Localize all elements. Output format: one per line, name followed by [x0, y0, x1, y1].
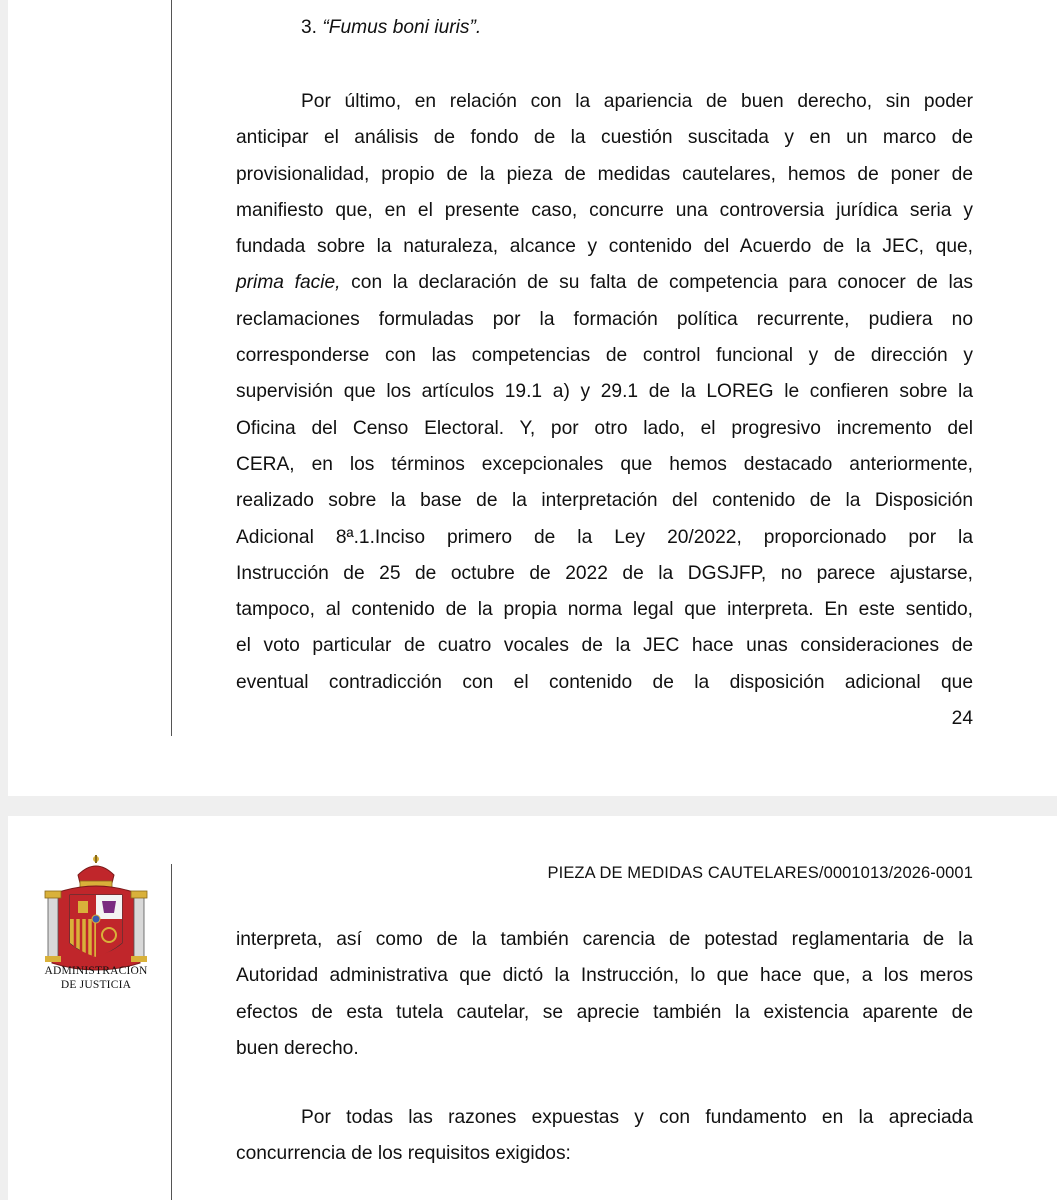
section-heading — [301, 10, 481, 46]
paragraph-line: eventual contradicción con el contenido de la disposición adicional que — [236, 671, 973, 693]
paragraph-line: interpreta, así como de la también carencia de potestad reglamentaria de la — [236, 929, 973, 950]
page-number: 24 — [951, 708, 973, 729]
paragraph-buen-derecho — [236, 84, 973, 701]
heading-title: “Fumus boni iuris”. — [322, 17, 482, 38]
margin-rule — [171, 864, 172, 1200]
paragraph-continuation — [236, 922, 973, 1067]
paragraph-line: Instrucción de 25 de octubre de 2022 de la DGSJFP, no parece ajustarse, — [236, 562, 973, 584]
margin-rule — [171, 0, 172, 736]
paragraph-conclusion — [236, 1100, 973, 1173]
paragraph-line: Por último, en relación con la apariencia de buen derecho, sin poder — [301, 91, 973, 112]
emblem-caption-line: DE JUSTICIA — [60, 979, 132, 991]
paragraph-line: CERA, en los términos excepcionales que hemos destacado anteriormente, — [236, 453, 973, 475]
paragraph-line: Adicional 8ª.1.Inciso primero de la Ley 20/2022, proporcionado por la — [236, 526, 973, 548]
case-reference: PIEZA DE MEDIDAS CAUTELARES/0001013/2026-0001 — [547, 864, 973, 882]
paragraph-line: Oficina del Censo Electoral. Y, por otro lado, el progresivo incremento del — [236, 417, 973, 439]
italic-phrase: prima facie, — [236, 272, 341, 294]
document-page-25 — [8, 816, 1057, 1200]
paragraph-line: Autoridad administrativa que dictó la Instrucción, lo que hace que, a los meros — [236, 965, 973, 987]
paragraph-line: supervisión que los artículos 19.1 a) y 29.1 de la LOREG le confieren sobre la — [236, 381, 973, 403]
paragraph-line: provisionalidad, propio de la pieza de medidas cautelares, hemos de poner de — [236, 163, 973, 185]
paragraph-line: realizado sobre la base de la interpretación del contenido de la Disposición — [236, 490, 973, 512]
paragraph-line: tampoco, al contenido de la propia norma legal que interpreta. En este sentido, — [236, 599, 973, 621]
paragraph-line: corresponderse con las competencias de control funcional y de dirección y — [236, 345, 973, 367]
emblem-caption-line: ADMINISTRACION — [44, 965, 148, 977]
paragraph-line: concurrencia de los requisitos exigidos: — [236, 1143, 571, 1165]
paragraph-line: el voto particular de cuatro vocales de la JEC hace unas consideraciones de — [236, 635, 973, 657]
line-rest: con la declaración de su falta de competencia para conocer de las — [340, 272, 974, 294]
paragraph-line-italic — [236, 265, 973, 301]
paragraph-line: buen derecho. — [236, 1037, 359, 1059]
paragraph-line: anticipar el análisis de fondo de la cuestión suscitada y en un marco de — [236, 127, 973, 149]
paragraph-line: reclamaciones formuladas por la formación política recurrente, pudiera no — [236, 308, 973, 330]
paragraph-line: manifiesto que, en el presente caso, concurre una controversia jurídica seria y — [236, 199, 973, 221]
emblem-caption — [30, 964, 162, 992]
paragraph-line: efectos de esta tutela cautelar, se aprecie también la existencia aparente de — [236, 1001, 973, 1023]
heading-number: 3. — [301, 17, 318, 38]
paragraph-line: fundada sobre la naturaleza, alcance y contenido del Acuerdo de la JEC, que, — [236, 236, 973, 258]
paragraph-line: Por todas las razones expuestas y con fundamento en la apreciada — [301, 1107, 973, 1128]
document-page-24 — [8, 0, 1057, 796]
